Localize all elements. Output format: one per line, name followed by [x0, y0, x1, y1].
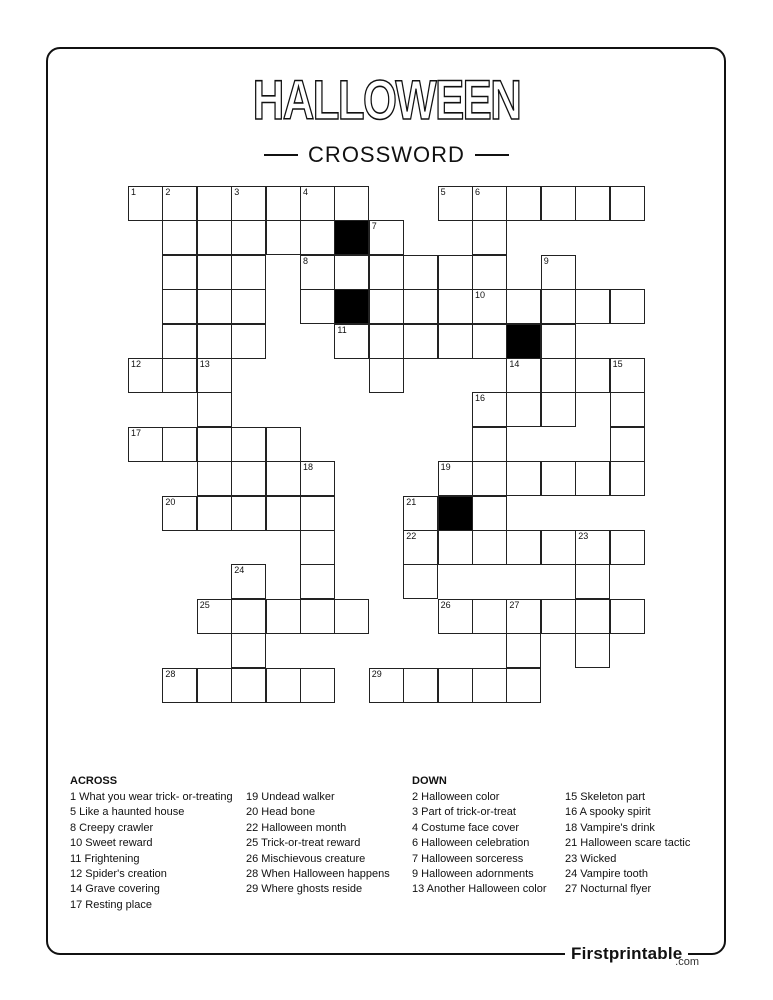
grid-cell[interactable]: [403, 496, 438, 531]
clue-number: 20: [165, 496, 176, 507]
grid-cell[interactable]: [300, 461, 335, 496]
grid-cell[interactable]: [403, 530, 438, 565]
grid-cell[interactable]: [438, 461, 473, 496]
grid-cell[interactable]: [506, 530, 541, 565]
grid-cell[interactable]: [403, 668, 438, 703]
clue-down-9: 9 Halloween adornments: [412, 868, 534, 881]
clue-number: 11: [337, 324, 347, 335]
clue-number: 8: [303, 255, 309, 266]
grid-cell[interactable]: [197, 289, 232, 324]
black-cell: [334, 289, 369, 324]
grid-cell[interactable]: [610, 289, 645, 324]
clue-across-26: 26 Mischievous creature: [246, 852, 366, 865]
grid-cell[interactable]: [300, 289, 335, 324]
clue-across-29: 29 Where ghosts reside: [246, 883, 363, 896]
grid-cell[interactable]: [197, 599, 232, 634]
black-cell: [506, 324, 541, 359]
grid-cell[interactable]: [197, 496, 232, 531]
grid-cell[interactable]: [231, 564, 266, 599]
grid-cell[interactable]: [300, 564, 335, 599]
grid-cell[interactable]: [231, 289, 266, 324]
down-clues-col1: [412, 790, 547, 898]
grid-cell[interactable]: [231, 461, 266, 496]
grid-cell[interactable]: [506, 599, 541, 634]
grid-cell[interactable]: [472, 289, 507, 324]
grid-cell[interactable]: [575, 186, 610, 221]
clue-across-19: 19 Undead walker: [246, 791, 335, 803]
grid-cell[interactable]: [506, 668, 541, 703]
clue-across-12: 12 Spider's creation: [70, 868, 167, 881]
clue-number: 24: [234, 565, 245, 576]
clue-down-6: 6 Halloween celebration: [412, 837, 530, 850]
grid-cell[interactable]: [197, 220, 232, 255]
clue-number: 15: [612, 359, 623, 369]
grid-cell[interactable]: [575, 461, 610, 496]
grid-cell[interactable]: [541, 392, 576, 427]
grid-cell[interactable]: [197, 392, 232, 427]
brand-name: Firstprintable: [571, 944, 683, 963]
grid-cell[interactable]: [231, 186, 266, 221]
grid-cell[interactable]: [266, 668, 301, 703]
clue-number: 25: [199, 599, 210, 610]
grid-cell[interactable]: [231, 668, 266, 703]
grid-cell[interactable]: [231, 496, 266, 531]
grid-cell[interactable]: [610, 392, 645, 427]
grid-cell[interactable]: [541, 599, 576, 634]
grid-cell[interactable]: [541, 186, 576, 221]
grid-cell[interactable]: [506, 186, 541, 221]
grid-cell[interactable]: [610, 599, 645, 634]
grid-cell[interactable]: [575, 633, 610, 668]
clue-number: 6: [475, 187, 481, 197]
grid-cell[interactable]: [300, 496, 335, 531]
grid-cell[interactable]: [197, 324, 232, 359]
clue-across-5: 5 Like a haunted house: [70, 806, 185, 819]
grid-cell[interactable]: [438, 324, 473, 359]
grid-cell[interactable]: [162, 255, 197, 290]
grid-cell[interactable]: [610, 186, 645, 221]
clue-down-18: 18 Vampire's drink: [565, 821, 655, 834]
clue-number: 17: [131, 427, 142, 438]
grid-cell[interactable]: [197, 427, 232, 462]
grid-cell[interactable]: [369, 255, 404, 290]
clue-down-16: 16 A spooky spirit: [565, 806, 651, 819]
grid-cell[interactable]: [162, 427, 197, 462]
clue-number: 3: [234, 187, 240, 197]
grid-cell[interactable]: [334, 324, 369, 359]
black-cell: [438, 496, 473, 531]
grid-cell[interactable]: [300, 668, 335, 703]
grid-cell[interactable]: [575, 599, 610, 634]
grid-cell[interactable]: [541, 289, 576, 324]
clue-down-13: 13 Another Halloween color: [412, 883, 547, 896]
clue-number: 1: [131, 187, 137, 197]
clue-number: 18: [303, 462, 314, 473]
grid-cell[interactable]: [472, 324, 507, 359]
grid-cell[interactable]: [575, 564, 610, 599]
grid-cell[interactable]: [231, 633, 266, 668]
grid-cell[interactable]: [162, 496, 197, 531]
grid-cell[interactable]: [369, 324, 404, 359]
grid-cell[interactable]: [472, 530, 507, 565]
clue-down-15: 15 Skeleton part: [565, 791, 646, 803]
clue-across-17: 17 Resting place: [70, 898, 152, 911]
grid-cell[interactable]: [610, 530, 645, 565]
grid-cell[interactable]: [231, 324, 266, 359]
grid-cell[interactable]: [438, 186, 473, 221]
grid-cell[interactable]: [472, 186, 507, 221]
clue-number: 5: [440, 187, 446, 197]
grid-cell[interactable]: [128, 186, 163, 221]
grid-cell[interactable]: [472, 496, 507, 531]
grid-cell[interactable]: [369, 668, 404, 703]
clue-across-11: 11 Frightening: [70, 852, 140, 865]
clue-number: 19: [440, 462, 451, 473]
clue-down-21: 21 Halloween scare tactic: [565, 837, 691, 850]
grid-cell[interactable]: [610, 461, 645, 496]
grid-cell[interactable]: [575, 358, 610, 393]
clue-down-4: 4 Costume face cover: [412, 821, 519, 834]
clue-across-8: 8 Creepy crawler: [70, 821, 154, 834]
clue-number: 4: [303, 187, 309, 197]
grid-cell[interactable]: [610, 427, 645, 462]
grid-cell[interactable]: [231, 427, 266, 462]
clue-number: 22: [406, 531, 417, 541]
clue-across-25: 25 Trick-or-treat reward: [246, 837, 361, 850]
grid-cell[interactable]: [197, 668, 232, 703]
grid-cell[interactable]: [266, 186, 301, 221]
grid-cell[interactable]: [575, 289, 610, 324]
grid-cell[interactable]: [128, 427, 163, 462]
grid-cell[interactable]: [266, 427, 301, 462]
grid-cell[interactable]: [472, 255, 507, 290]
clue-across-10: 10 Sweet reward: [70, 837, 153, 850]
grid-cell[interactable]: [438, 255, 473, 290]
grid-cell[interactable]: [197, 255, 232, 290]
clue-across-28: 28 When Halloween happens: [246, 868, 390, 881]
grid-cell[interactable]: [197, 461, 232, 496]
grid-cell[interactable]: [266, 599, 301, 634]
clue-number: 9: [543, 255, 549, 266]
across-heading: ACROSS: [70, 775, 118, 787]
clue-across-22: 22 Halloween month: [246, 821, 347, 834]
grid-cell[interactable]: [610, 358, 645, 393]
grid-cell[interactable]: [506, 461, 541, 496]
clue-down-7: 7 Halloween sorceress: [412, 852, 524, 865]
down-clues-col2: [565, 790, 690, 898]
grid-cell[interactable]: [472, 461, 507, 496]
grid-cell[interactable]: [541, 324, 576, 359]
brand-tld: .com: [675, 956, 699, 968]
grid-cell[interactable]: [162, 324, 197, 359]
grid-cell[interactable]: [438, 668, 473, 703]
grid-cell[interactable]: [266, 461, 301, 496]
grid-cell[interactable]: [231, 220, 266, 255]
puzzle-title: HALLOWEEN: [252, 68, 521, 131]
grid-cell[interactable]: [575, 530, 610, 565]
puzzle-subtitle: CROSSWORD: [308, 142, 465, 167]
grid-cell[interactable]: [162, 289, 197, 324]
clue-across-14: 14 Grave covering: [70, 883, 160, 896]
clue-across-1: 1 What you wear trick- or-treating: [70, 791, 233, 803]
grid-cell[interactable]: [162, 220, 197, 255]
clue-number: 12: [131, 359, 142, 369]
clue-number: 27: [509, 599, 520, 610]
grid-cell[interactable]: [403, 564, 438, 599]
grid-cell[interactable]: [438, 289, 473, 324]
grid-cell[interactable]: [300, 220, 335, 255]
grid-cell[interactable]: [438, 530, 473, 565]
grid-cell[interactable]: [266, 496, 301, 531]
grid-cell[interactable]: [438, 599, 473, 634]
grid-cell[interactable]: [506, 392, 541, 427]
grid-cell[interactable]: [162, 358, 197, 393]
grid-cell[interactable]: [472, 668, 507, 703]
clue-number: 28: [165, 668, 176, 679]
grid-cell[interactable]: [300, 186, 335, 221]
grid-cell[interactable]: [300, 530, 335, 565]
clue-down-2: 2 Halloween color: [412, 791, 500, 803]
clue-number: 23: [578, 531, 589, 541]
clue-down-27: 27 Nocturnal flyer: [565, 883, 652, 896]
grid-cell[interactable]: [506, 633, 541, 668]
grid-cell[interactable]: [300, 255, 335, 290]
grid-cell[interactable]: [334, 599, 369, 634]
grid-cell[interactable]: [231, 599, 266, 634]
clue-across-20: 20 Head bone: [246, 806, 316, 819]
grid-cell[interactable]: [541, 255, 576, 290]
clue-number: 26: [440, 599, 451, 610]
grid-cell[interactable]: [300, 599, 335, 634]
grid-cell[interactable]: [472, 392, 507, 427]
clue-number: 10: [475, 290, 486, 301]
clue-number: 7: [371, 221, 377, 232]
grid-cell[interactable]: [128, 358, 163, 393]
clue-number: 16: [475, 393, 486, 404]
grid-cell[interactable]: [334, 255, 369, 290]
grid-cell[interactable]: [369, 289, 404, 324]
grid-cell[interactable]: [506, 358, 541, 393]
clue-number: 14: [509, 359, 520, 369]
grid-cell[interactable]: [541, 461, 576, 496]
grid-cell[interactable]: [162, 186, 197, 221]
grid-cell[interactable]: [506, 289, 541, 324]
across-clues-col2: [246, 790, 390, 898]
clue-number: 21: [406, 496, 417, 507]
clue-number: 29: [371, 668, 382, 679]
grid-cell[interactable]: [541, 358, 576, 393]
grid-cell[interactable]: [472, 427, 507, 462]
grid-cell[interactable]: [541, 530, 576, 565]
grid-cell[interactable]: [403, 255, 438, 290]
grid-cell[interactable]: [472, 599, 507, 634]
down-heading: DOWN: [412, 775, 447, 787]
grid-cell[interactable]: [472, 220, 507, 255]
clue-number: 2: [165, 187, 171, 197]
grid-cell[interactable]: [266, 220, 301, 255]
grid-cell[interactable]: [197, 358, 232, 393]
black-cell: [334, 220, 369, 255]
grid-cell[interactable]: [197, 186, 232, 221]
grid-cell[interactable]: [369, 358, 404, 393]
clue-down-23: 23 Wicked: [565, 852, 617, 865]
grid-cell[interactable]: [403, 324, 438, 359]
grid-cell[interactable]: [162, 668, 197, 703]
across-clues-col1: [70, 790, 233, 913]
grid-cell[interactable]: [334, 186, 369, 221]
grid-cell[interactable]: [231, 255, 266, 290]
clue-down-24: 24 Vampire tooth: [565, 868, 648, 881]
grid-cell[interactable]: [369, 220, 404, 255]
grid-cell[interactable]: [403, 289, 438, 324]
clue-down-3: 3 Part of trick-or-treat: [412, 806, 516, 819]
clue-number: 13: [199, 359, 210, 369]
